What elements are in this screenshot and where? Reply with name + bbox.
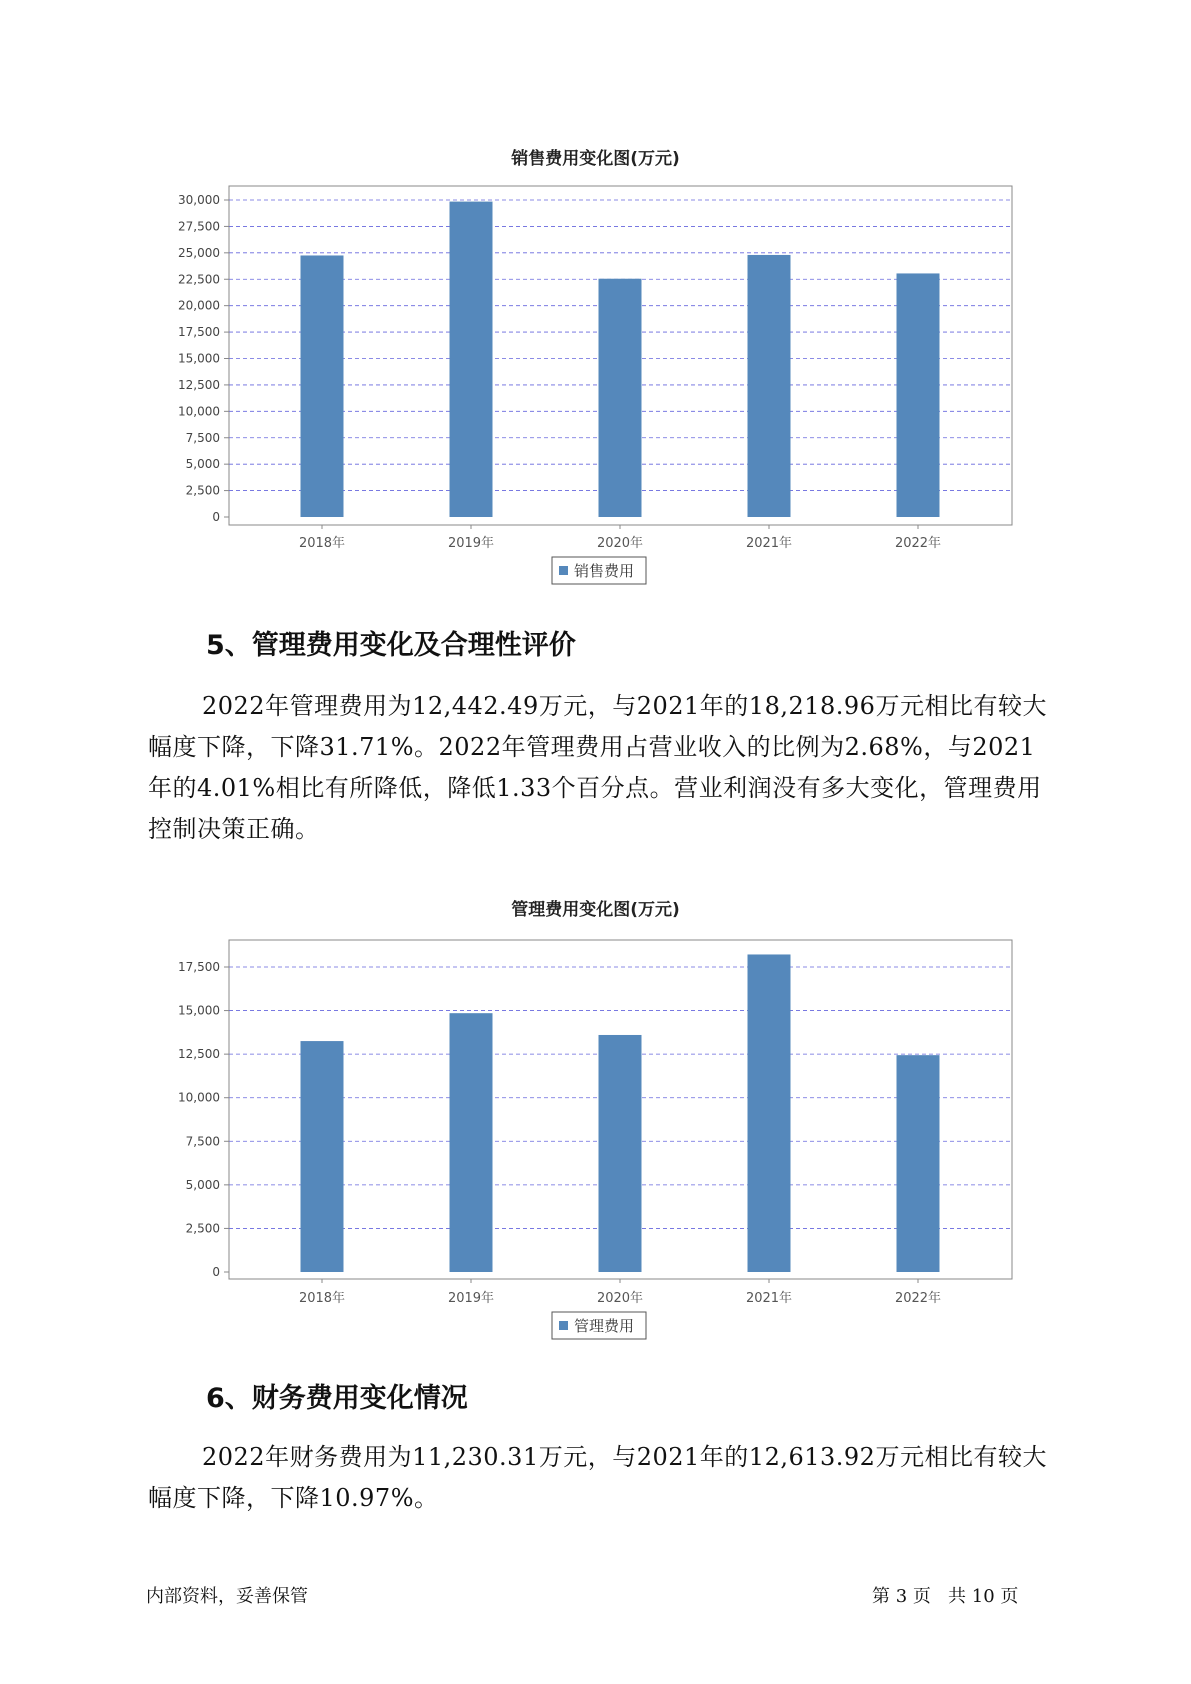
bar-2018年 [301, 1041, 344, 1272]
y-tick-label: 20,000 [178, 298, 220, 313]
admin-expense-chart-title: 管理费用变化图(万元) [511, 900, 680, 920]
section-5-paragraph: 2022年管理费用为12,442.49万元，与2021年的18,218.96万元相比有较大幅度下降，下降31.71%。2022年管理费用占营业收入的比例为2.68%，与2021年的4.01%相比有所降低，降低1.33个百分点。营业利润没有多大变化，管理费用控制决策正确。 [148, 692, 1047, 843]
x-tick-label: 2019年 [447, 1291, 495, 1306]
bar-2021年 [748, 954, 791, 1272]
footer-confidential-note: 内部资料，妥善保管 [146, 1586, 308, 1607]
y-tick-label: 30,000 [178, 193, 220, 207]
y-tick-label: 27,500 [178, 219, 220, 234]
y-tick-label: 22,500 [178, 272, 220, 287]
x-tick-label: 2021年 [745, 536, 793, 551]
section-5-heading: 5、管理费用变化及合理性评价 [206, 630, 576, 661]
footer-page-number: 第 3 页 共 10 页 [872, 1586, 1019, 1607]
x-tick-label: 2019年 [447, 536, 495, 551]
chart-legend [552, 1312, 646, 1339]
y-tick-label: 7,500 [185, 1134, 220, 1149]
x-tick-label: 2018年 [298, 536, 346, 551]
y-tick-label: 10,000 [178, 1090, 220, 1105]
y-tick-label: 2,500 [185, 483, 220, 498]
x-tick-label: 2022年 [894, 1291, 942, 1306]
y-tick-label: 0 [212, 510, 220, 524]
x-tick-label: 2022年 [894, 536, 942, 551]
y-tick-label: 12,500 [178, 1047, 220, 1062]
y-tick-label: 10,000 [178, 404, 220, 419]
section-6-paragraph: 2022年财务费用为11,230.31万元，与2021年的12,613.92万元相比有较大幅度下降，下降10.97%。 [148, 1443, 1047, 1512]
legend-label: 销售费用 [574, 562, 635, 580]
x-tick-label: 2018年 [298, 1291, 346, 1306]
sales-expense-chart-title: 销售费用变化图(万元) [511, 149, 680, 169]
y-tick-label: 2,500 [185, 1221, 220, 1236]
x-tick-label: 2021年 [745, 1291, 793, 1306]
y-tick-label: 17,500 [178, 960, 220, 974]
y-tick-label: 7,500 [185, 430, 220, 445]
x-tick-label: 2020年 [596, 1291, 644, 1306]
y-tick-label: 5,000 [185, 457, 220, 472]
legend-swatch [559, 1321, 568, 1330]
y-tick-label: 17,500 [178, 325, 220, 340]
y-tick-label: 12,500 [178, 377, 220, 392]
section-6-heading: 6、财务费用变化情况 [206, 1383, 468, 1414]
bar-2022年 [897, 1055, 940, 1272]
x-tick-label: 2020年 [596, 536, 644, 551]
y-tick-label: 15,000 [178, 1003, 220, 1018]
legend-label: 管理费用 [574, 1317, 635, 1335]
bar-2020年 [599, 1035, 642, 1272]
y-tick-label: 25,000 [178, 245, 220, 260]
y-tick-label: 5,000 [185, 1177, 220, 1192]
bar-2019年 [450, 1013, 493, 1272]
y-tick-label: 15,000 [178, 351, 220, 366]
y-tick-label: 0 [212, 1265, 220, 1279]
